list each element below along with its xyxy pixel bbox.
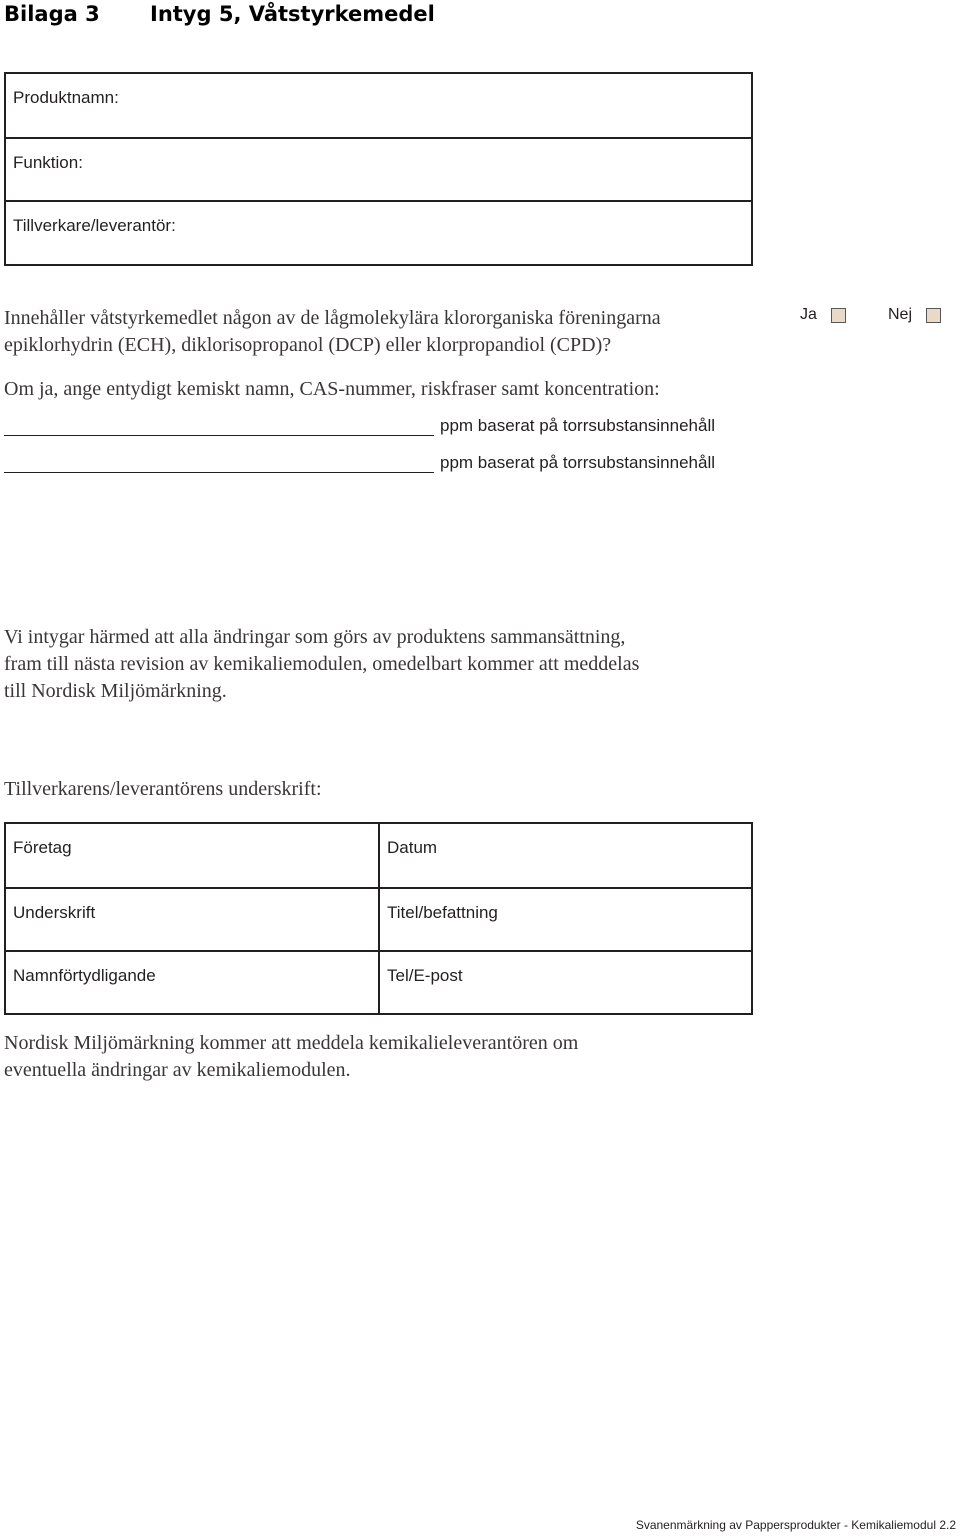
foretag-label: Företag bbox=[13, 838, 72, 857]
produktnamn-label: Produktnamn: bbox=[13, 88, 119, 107]
product-info-box bbox=[4, 72, 753, 266]
tel-label: Tel/E-post bbox=[387, 966, 463, 985]
question-line-2: epiklorhydrin (ECH), diklorisopropanol (DCP) eller klorpropandiol (CPD)? bbox=[4, 334, 612, 356]
question-line-1: Innehåller våtstyrkemedlet någon av de lågmolekylära klororganiska föreningarna bbox=[4, 307, 661, 329]
yes-checkbox[interactable] bbox=[831, 308, 846, 323]
namnfortydligande-label: Namnförtydligande bbox=[13, 966, 156, 985]
concentration-input-1[interactable] bbox=[4, 417, 434, 436]
appendix-label: Bilaga 3 bbox=[4, 2, 100, 26]
declaration-line-3: till Nordisk Miljömärkning. bbox=[4, 680, 227, 702]
namnfortydligande-field[interactable] bbox=[6, 952, 378, 1013]
tillverkare-field[interactable] bbox=[6, 200, 751, 264]
no-checkbox[interactable] bbox=[926, 308, 941, 323]
funktion-label: Funktion: bbox=[13, 153, 83, 172]
datum-label: Datum bbox=[387, 838, 438, 857]
concentration-unit-2: ppm baserat på torrsubstansinnehåll bbox=[440, 453, 715, 472]
signature-heading: Tillverkarens/leverantörens underskrift: bbox=[4, 778, 322, 800]
foretag-field[interactable] bbox=[6, 824, 378, 888]
signature-row-2 bbox=[6, 887, 751, 951]
underskrift-label: Underskrift bbox=[13, 903, 96, 922]
page-title: Intyg 5, Våtstyrkemedel bbox=[150, 2, 435, 26]
funktion-field[interactable] bbox=[6, 137, 751, 201]
titel-label: Titel/befattning bbox=[387, 903, 498, 922]
titel-field[interactable] bbox=[380, 889, 751, 951]
underskrift-field[interactable] bbox=[6, 889, 378, 951]
no-option bbox=[888, 306, 941, 324]
produktnamn-field[interactable] bbox=[6, 74, 751, 138]
closing-line-2: eventuella ändringar av kemikaliemodulen. bbox=[4, 1059, 351, 1081]
declaration-line-1: Vi intygar härmed att alla ändringar som görs av produktens sammansättning, bbox=[4, 626, 626, 648]
signature-row-3 bbox=[6, 950, 751, 1013]
signature-row-1 bbox=[6, 824, 751, 888]
declaration-line-2: fram till nästa revision av kemikaliemodulen, omedelbart kommer att meddelas bbox=[4, 653, 640, 675]
no-label: Nej bbox=[888, 306, 913, 323]
tel-field[interactable] bbox=[380, 952, 751, 1013]
if-yes-instruction: Om ja, ange entydigt kemiskt namn, CAS-nummer, riskfraser samt koncentration: bbox=[4, 378, 660, 400]
signature-box bbox=[4, 822, 753, 1015]
yes-option bbox=[800, 306, 846, 324]
concentration-input-2[interactable] bbox=[4, 454, 434, 473]
closing-line-1: Nordisk Miljömärkning kommer att meddela kemikalieleverantören om bbox=[4, 1032, 579, 1054]
concentration-line-1 bbox=[4, 416, 715, 436]
declaration-paragraph bbox=[4, 624, 774, 705]
datum-field[interactable] bbox=[380, 824, 751, 888]
closing-paragraph bbox=[4, 1030, 774, 1084]
tillverkare-label: Tillverkare/leverantör: bbox=[13, 216, 176, 235]
chlorinated-compounds-question bbox=[4, 305, 764, 359]
page-footer: Svanenmärkning av Pappersprodukter - Kemikaliemodul 2.2 bbox=[635, 1518, 956, 1532]
concentration-unit-1: ppm baserat på torrsubstansinnehåll bbox=[440, 416, 715, 435]
yes-label: Ja bbox=[800, 306, 817, 323]
concentration-line-2 bbox=[4, 453, 715, 473]
